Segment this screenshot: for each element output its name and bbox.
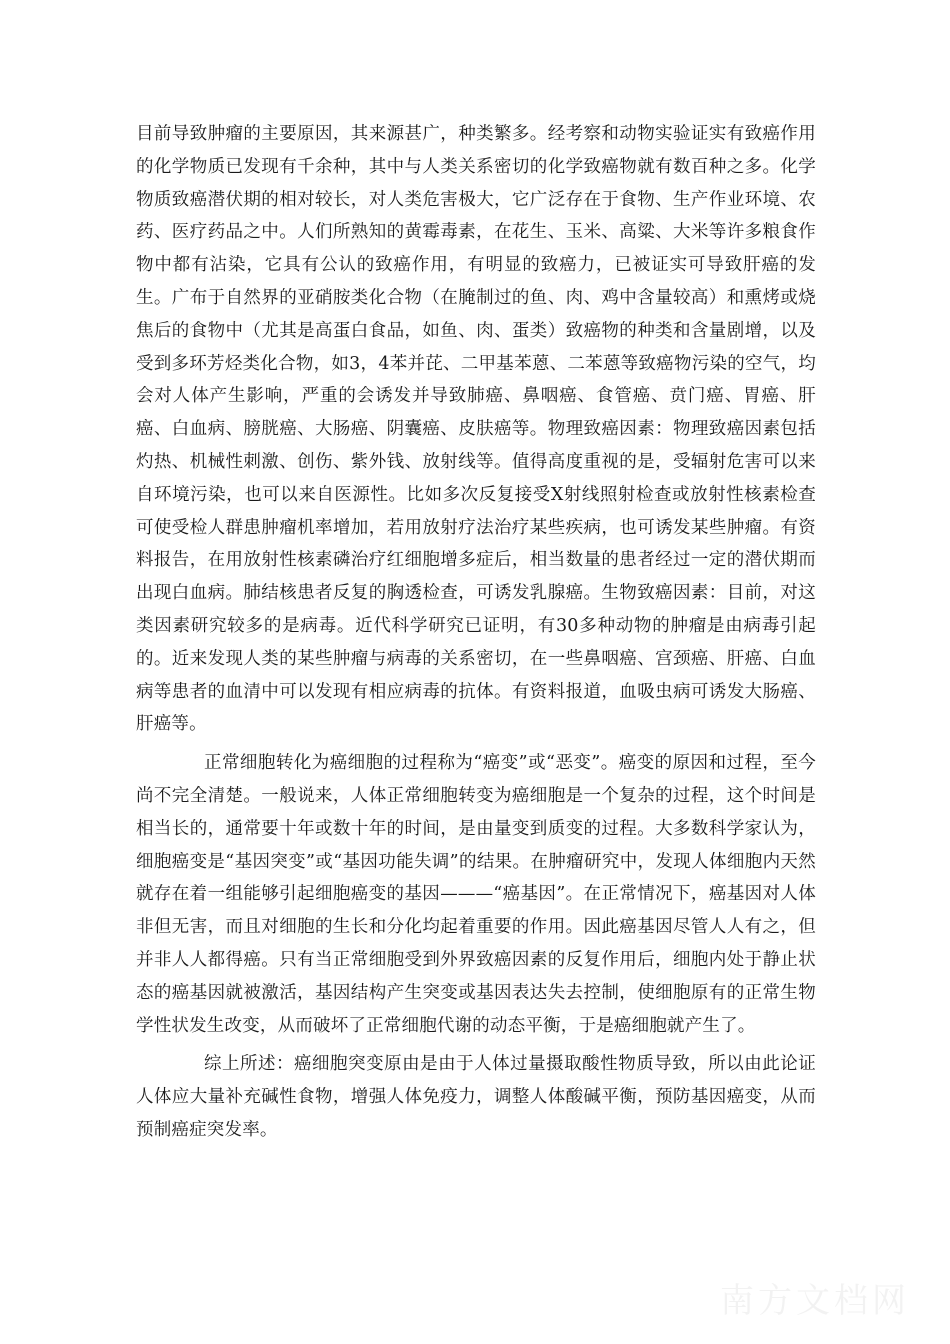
paragraph-conclusion: 综上所述：癌细胞突变原由是由于人体过量摄取酸性物质导致，所以由此论证人体应大量补充碱性食物，增强人体免疫力，调整人体酸碱平衡，预防基因癌变，从而预制癌症突发率。 xyxy=(136,1054,816,1140)
site-watermark: 南方文档网 xyxy=(720,1281,910,1321)
paragraph-canceration-process: 正常细胞转化为癌细胞的过程称为“癌变”或“恶变”。癌变的原因和过程，至今尚不完全清楚。一般说来，人体正常细胞转变为癌细胞是一个复杂的过程，这个时间是相当长的，通常要十年或数十年的时间，是由量变到质变的过程。大多数科学家认为，细胞癌变是“基因突变”或“基因功能失调”的结果。在肿瘤研究中，发现人体细胞内天然就存在着一组能够引起细胞癌变的基因———“癌基因”。在正常情况下，癌基因对人体非但无害，而且对细胞的生长和分化均起着重要的作用。因此癌基因尽管人人有之，但并非人人都得癌。只有当正常细胞受到外界致癌因素的反复作用后，细胞内处于静止状态的癌基因就被激活，基因结构产生突变或基因表达失去控制，使细胞原有的正常生物学性状发生改变，从而破坏了正常细胞代谢的动态平衡，于是癌细胞就产生了。 xyxy=(136,753,816,1036)
document-body xyxy=(136,118,816,1147)
paragraph-cancer-causes: 目前导致肿瘤的主要原因，其来源甚广，种类繁多。经考察和动物实验证实有致癌作用的化学物质已发现有千余种，其中与人类关系密切的化学致癌物就有数百种之多。化学物质致癌潜伏期的相对较长，对人类危害极大，它广泛存在于食物、生产作业环境、农药、医疗药品之中。人们所熟知的黄霉毒素，在花生、玉米、高粱、大米等许多粮食作物中都有沾染，它具有公认的致癌作用，有明显的致癌力，已被证实可导致肝癌的发生。广布于自然界的亚硝胺类化合物（在腌制过的鱼、肉、鸡中含量较高）和熏烤或烧焦后的食物中（尤其是高蛋白食品，如鱼、肉、蛋类）致癌物的种类和含量剧增，以及受到多环芳烃类化合物，如3，4苯并芘、二甲基苯蒽、二苯蒽等致癌物污染的空气，均会对人体产生影响，严重的会诱发并导致肺癌、鼻咽癌、食管癌、贲门癌、胃癌、肝癌、白血病、膀胱癌、大肠癌、阴囊癌、皮肤癌等。物理致癌因素：物理致癌因素包括灼热、机械性刺激、创伤、紫外钱、放射线等。值得高度重视的是，受辐射危害可以来自环境污染，也可以来自医源性。比如多次反复接受X射线照射检查或放射性核素检查可使受检人群患肿瘤机率增加，若用放射疗法治疗某些疾病，也可诱发某些肿瘤。有资料报告，在用放射性核素磷治疗红细胞增多症后，相当数量的患者经过一定的潜伏期而出现白血病。肺结核患者反复的胸透检查，可诱发乳腺癌。生物致癌因素：目前，对这类因素研究较多的是病毒。近代科学研究已证明，有30多种动物的肿瘤是由病毒引起的。近来发现人类的某些肿瘤与病毒的关系密切，在一些鼻咽癌、宫颈癌、肝癌、白血病等患者的血清中可以发现有相应病毒的抗体。有资料报道，血吸虫病可诱发大肠癌、肝癌等。 xyxy=(136,124,816,735)
